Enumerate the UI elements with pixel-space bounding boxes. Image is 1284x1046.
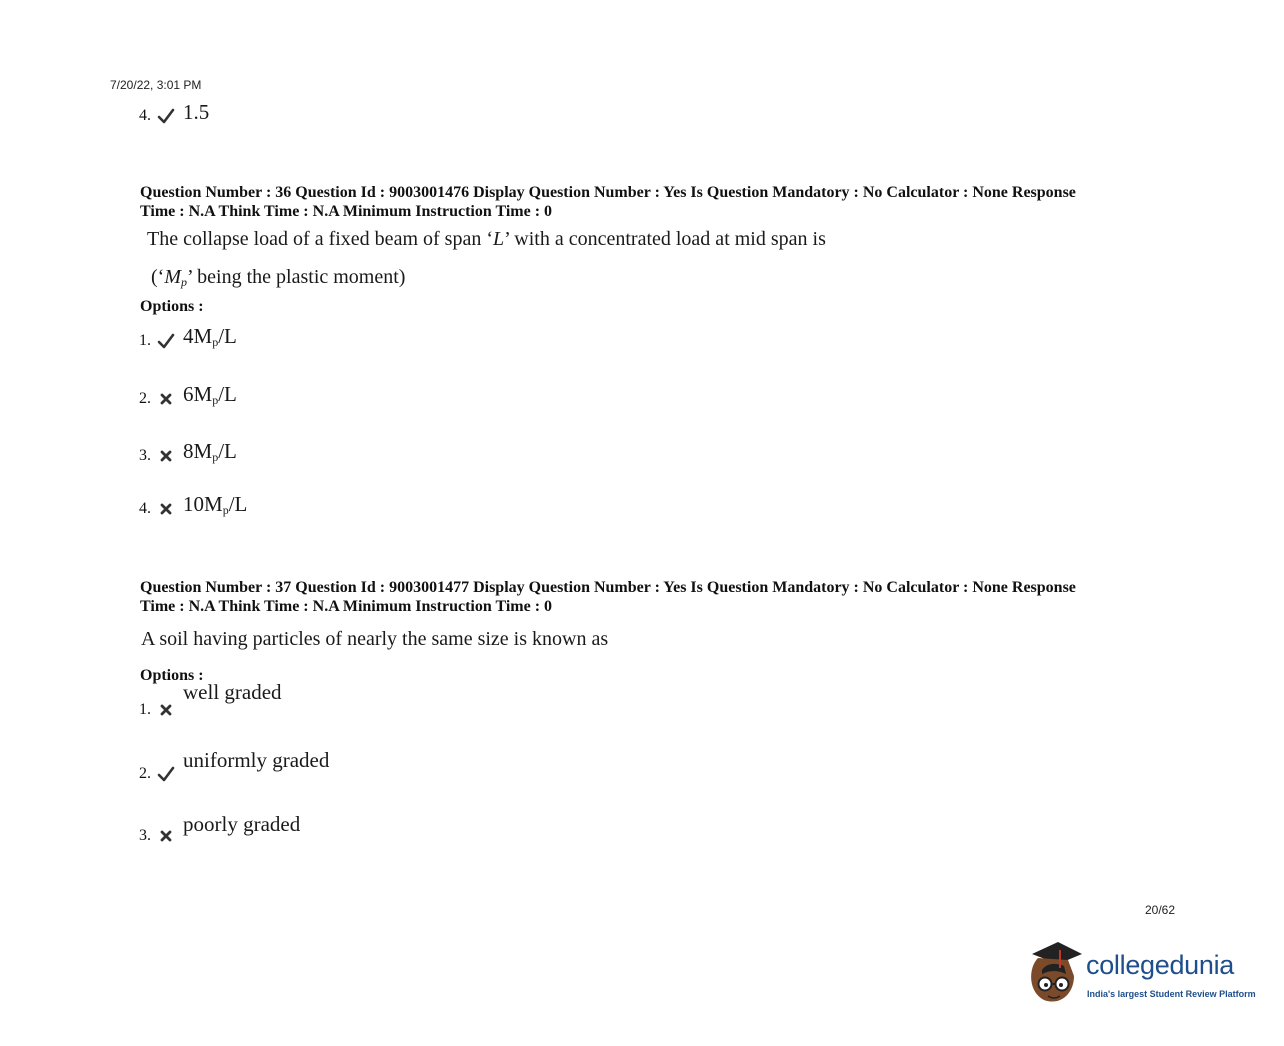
q36-text2-part: ’ being the plastic moment) — [187, 266, 406, 288]
option-number: 4. — [139, 107, 151, 124]
q36-option-3 — [139, 439, 237, 465]
option-text-post: /L — [218, 439, 237, 463]
q37-option-3 — [139, 812, 301, 845]
option-text-main: 4M — [183, 324, 213, 348]
brand-logo-text: collegedunia — [1086, 950, 1235, 980]
prev-option-4 — [139, 100, 209, 125]
option-number: 3. — [139, 447, 151, 464]
option-text-main: 6M — [183, 382, 213, 406]
q37-meta-line1: Question Number : 37 Question Id : 9003001477 Display Question Number : Yes Is Question Mandatory : No Calculator : None Response — [140, 579, 1076, 596]
q37-question-text: A soil having particles of nearly the same size is known as — [141, 628, 609, 650]
option-number: 4. — [139, 500, 151, 517]
q36-text2-var: M — [164, 266, 181, 288]
q37-meta-line2: Time : N.A Think Time : N.A Minimum Instruction Time : 0 — [140, 598, 553, 615]
q36-option-4 — [139, 492, 247, 518]
q36-text-var: L — [492, 228, 505, 250]
option-text — [183, 439, 237, 465]
q36-meta-line1: Question Number : 36 Question Id : 9003001476 Display Question Number : Yes Is Question Mandatory : No Calculator : None Response — [140, 184, 1076, 201]
option-number: 1. — [139, 701, 151, 718]
option-text-sub: p — [222, 503, 229, 517]
option-text-sub: p — [212, 335, 219, 349]
page-number: 20/62 — [1145, 903, 1176, 917]
cross-icon — [157, 701, 175, 719]
cross-icon — [157, 390, 175, 408]
q37-option-2 — [139, 748, 330, 783]
cross-icon — [157, 827, 175, 845]
check-icon — [157, 765, 175, 783]
option-text: 1.5 — [183, 100, 210, 124]
option-text — [183, 324, 237, 350]
print-timestamp: 7/20/22, 3:01 PM — [110, 78, 202, 92]
q36-question-text-2 — [151, 266, 405, 290]
option-text-main: 10M — [183, 492, 223, 516]
brand-tagline: India's largest Student Review Platform — [1087, 989, 1256, 999]
check-icon — [157, 107, 175, 125]
q36-option-2 — [139, 382, 237, 408]
q37-meta — [140, 578, 1170, 616]
q36-text-part: The collapse load of a fixed beam of span ‘ — [147, 228, 493, 250]
q36-question-text — [147, 228, 826, 251]
option-text-main: 8M — [183, 439, 213, 463]
cross-icon — [157, 500, 175, 518]
option-text: well graded — [183, 680, 282, 704]
q36-text2-sub: p — [181, 275, 187, 289]
check-icon — [157, 332, 175, 350]
option-text — [183, 382, 237, 408]
option-text: uniformly graded — [183, 748, 330, 772]
q36-text-part: ’ with a concentrated load at mid span is — [504, 228, 826, 250]
option-text-post: /L — [228, 492, 248, 516]
q36-options-label: Options : — [140, 298, 204, 315]
q36-text2-part: (‘ — [151, 266, 165, 288]
option-number: 1. — [139, 332, 151, 349]
q37-options-label: Options : — [140, 667, 204, 684]
option-text-sub: p — [212, 450, 219, 464]
option-number: 2. — [139, 765, 151, 782]
cross-icon — [157, 447, 175, 465]
option-number: 3. — [139, 827, 151, 844]
q37-option-1 — [139, 680, 282, 719]
option-text-post: /L — [218, 382, 237, 406]
q36-option-1 — [139, 324, 237, 350]
option-text: poorly graded — [183, 812, 301, 836]
q36-meta-line2: Time : N.A Think Time : N.A Minimum Instruction Time : 0 — [140, 203, 553, 220]
option-number: 2. — [139, 390, 151, 407]
q36-meta — [140, 183, 1170, 221]
option-text-post: /L — [218, 324, 237, 348]
option-text — [183, 492, 247, 518]
option-text-sub: p — [212, 393, 219, 407]
collegedunia-mascot-icon — [1024, 940, 1084, 1010]
